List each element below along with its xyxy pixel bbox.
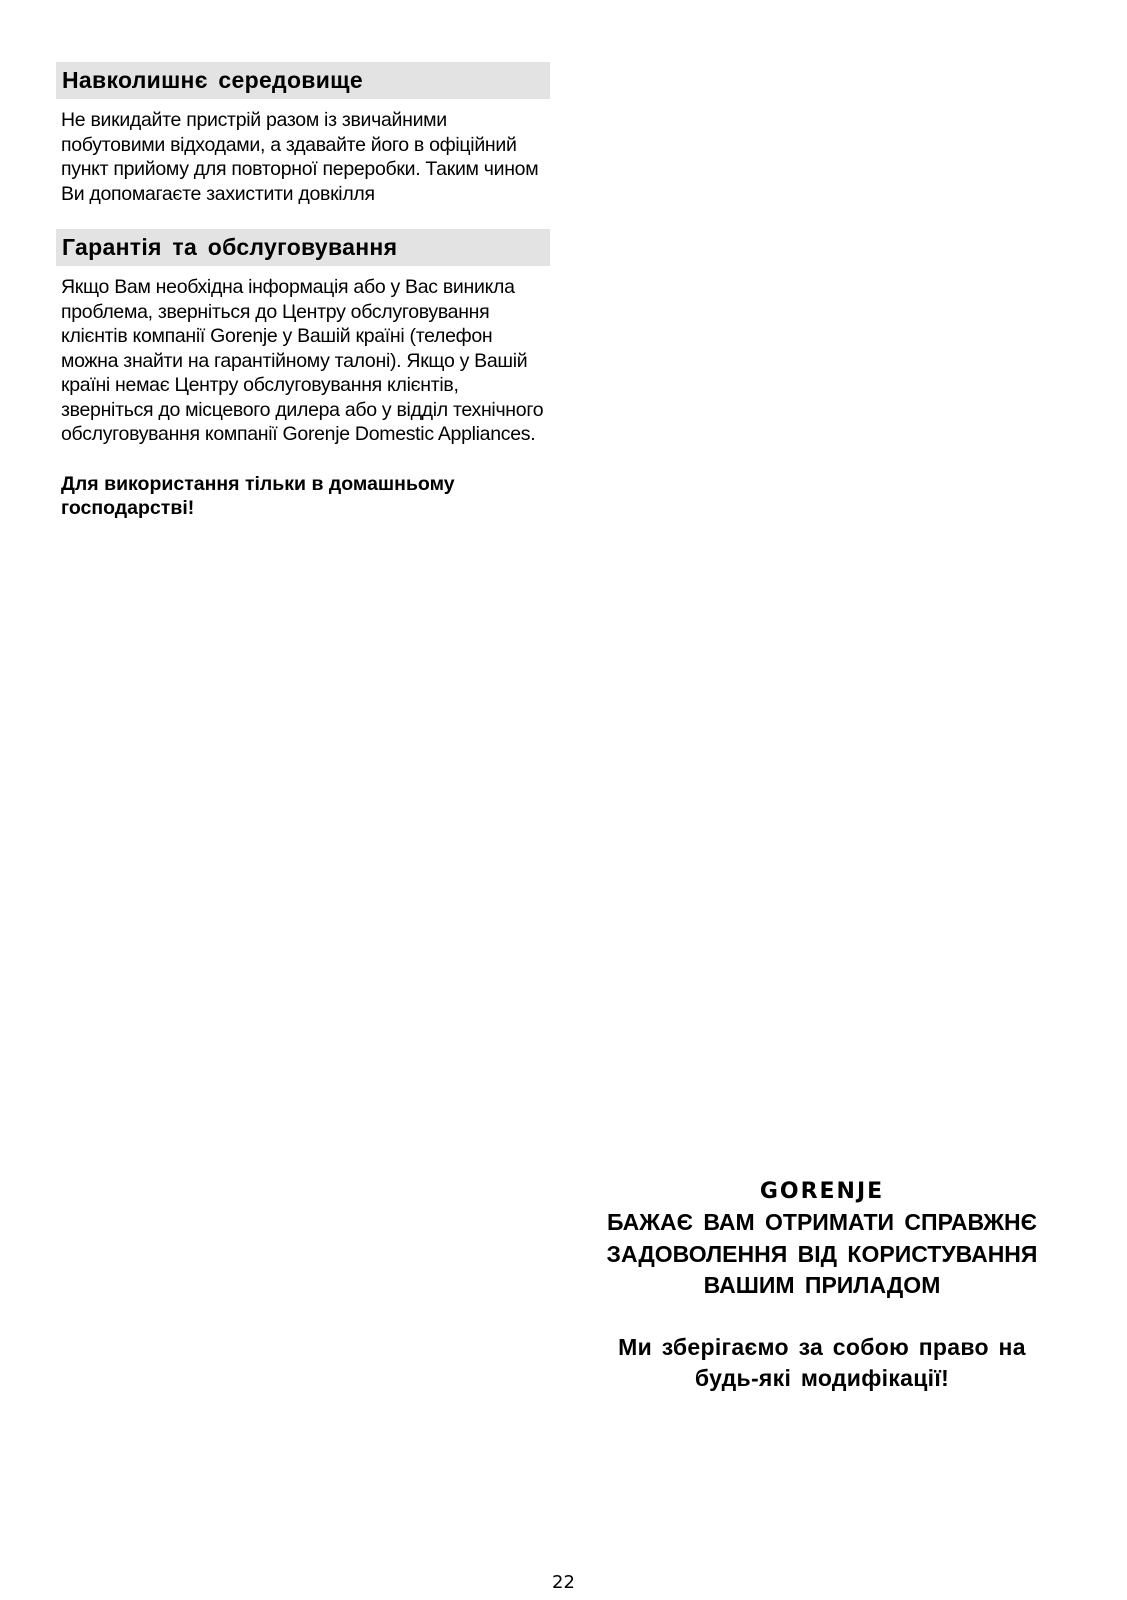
closing-block [590, 1177, 1054, 1395]
warranty-heading: Гарантія та обслуговування [56, 229, 550, 266]
left-column [56, 62, 550, 521]
rights-reserved-note: Ми зберігаємо за собою право на будь-які модифікації! [618, 1333, 1026, 1391]
closing-wish: БАЖАЄ ВАМ ОТРИМАТИ СПРАВЖНЄ ЗАДОВОЛЕННЯ ВІД КОРИСТУВАННЯ ВАШИМ ПРИЛАДОМ [606, 1209, 1038, 1298]
page-number: 22 [552, 1572, 575, 1593]
environment-heading: Навколишнє середовище [56, 62, 550, 99]
brand-name: GORENJE [759, 1179, 885, 1204]
warranty-paragraph: Якщо Вам необхідна інформація або у Вас виникла проблема, зверніться до Центру обслуговування клієнтів компанії Gorenje у Вашій країні (телефон можна знайти на гарантійному талоні). Якщо у Вашій країні немає Центру обслуговування клієнтів, зверніться до місцевого дилера або у відділ технічного обслуговування компанії Gorenje Domestic Appliances. [61, 276, 544, 445]
household-use-note: Для використання тільки в домашньому господарстві! [61, 472, 455, 519]
environment-paragraph: Не викидайте пристрій разом із звичайними побутовими відходами, а здавайте його в офіційний пункт прийому для повторної переробки. Таким чином Ви допомагаєте захистити довкілля [61, 109, 539, 205]
